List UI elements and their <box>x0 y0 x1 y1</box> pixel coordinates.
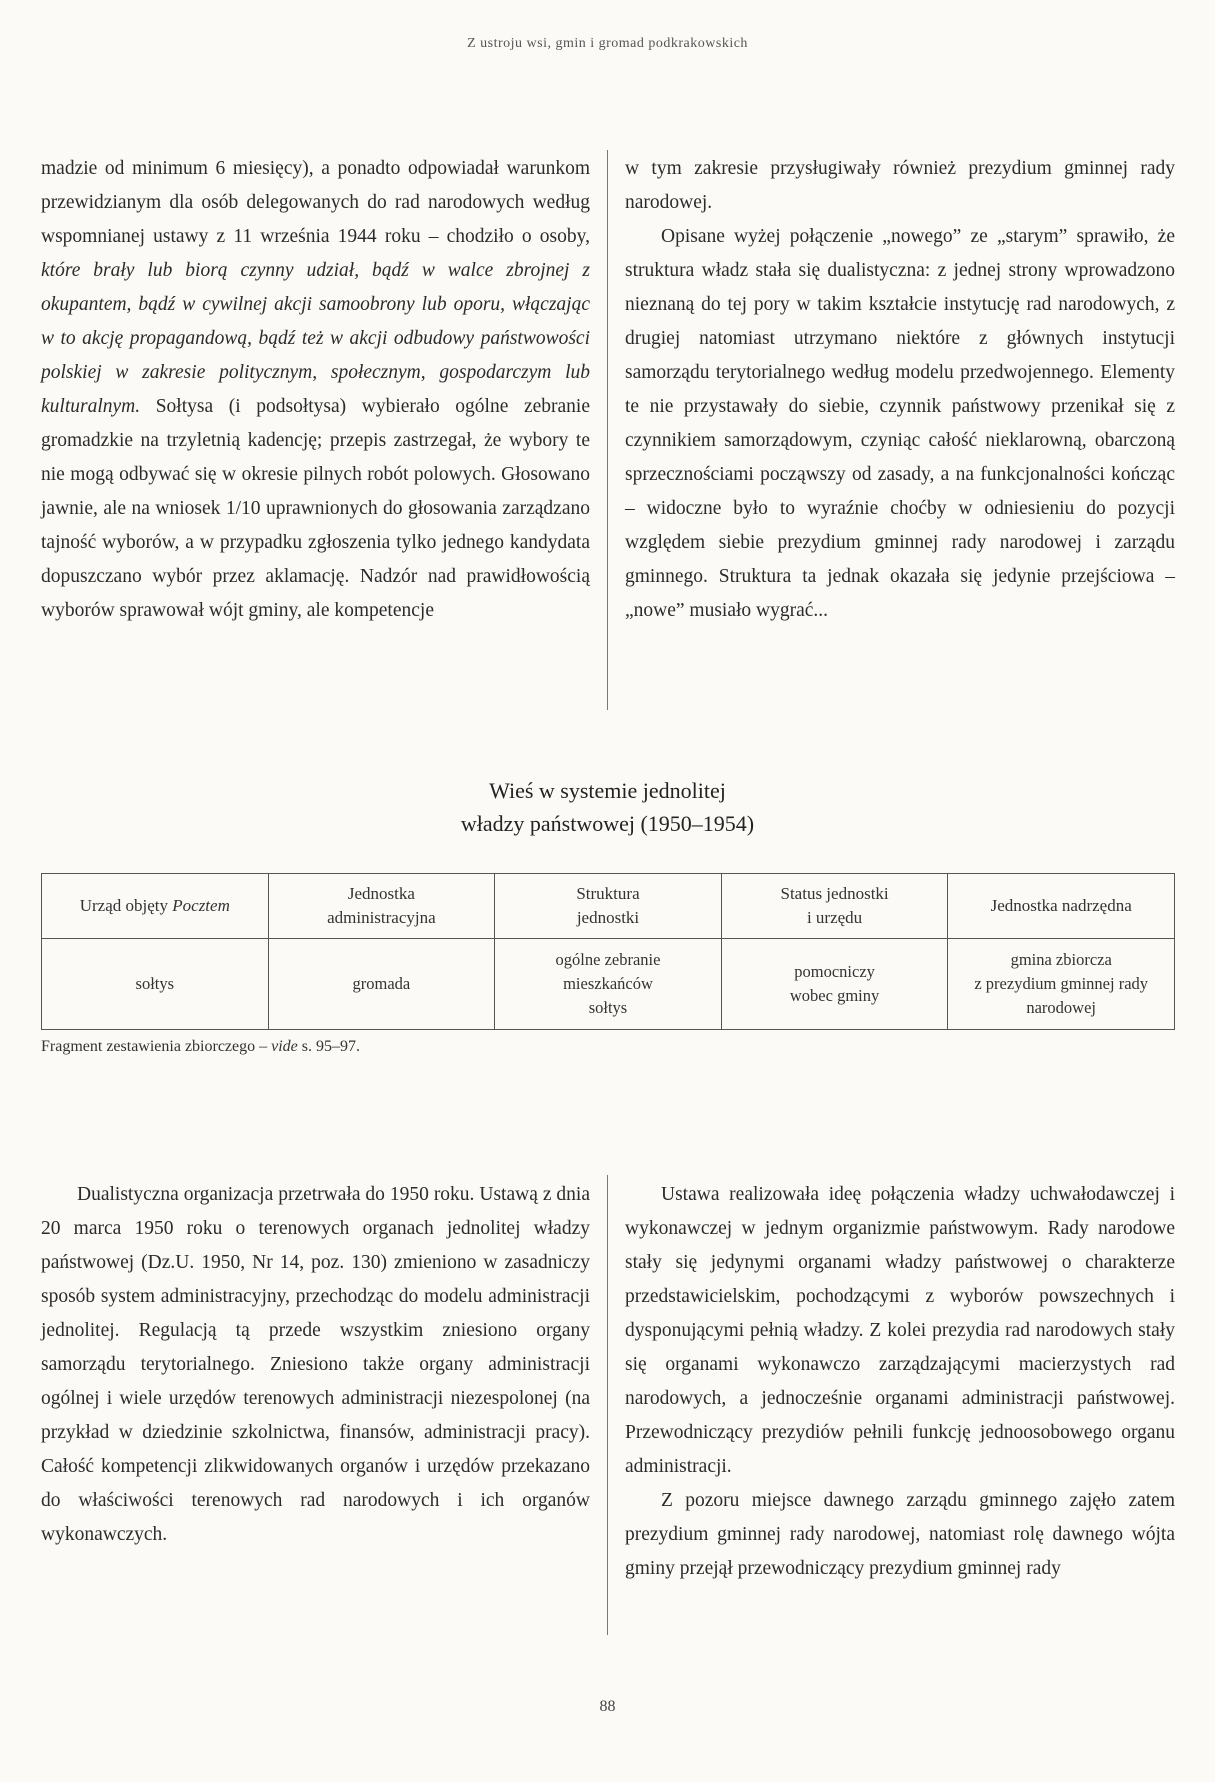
cell-text: gmina zbiorcza <box>1010 950 1112 969</box>
header-text: i urzędu <box>806 908 863 927</box>
header-text: Urząd objęty <box>79 896 173 915</box>
cell-text: ogólne zebranie <box>555 950 661 969</box>
column-header <box>495 874 722 939</box>
header-text: Jednostka <box>347 884 415 903</box>
text-column-top-right <box>625 152 1175 628</box>
column-header <box>268 874 495 939</box>
table-cell <box>495 939 722 1030</box>
summary-table <box>41 873 1175 1030</box>
table-header-row <box>42 874 1175 939</box>
caption-text-italic: vide <box>271 1038 298 1055</box>
table-cell: sołtys <box>42 939 269 1030</box>
running-header: Z ustroju wsi, gmin i gromad podkrakowskich <box>467 36 748 51</box>
page-number: 88 <box>599 1698 616 1715</box>
cell-text: mieszkańców <box>563 974 653 993</box>
table-title-line: władzy państwowej (1950–1954) <box>460 811 755 836</box>
table-row <box>42 939 1175 1030</box>
paragraph: Z pozoru miejsce dawnego zarządu gminnego zajęło zatem prezydium gminnej rady narodowej, natomiast rolę dawnego wójta gminy przejął przewodniczący prezydium gminnej rady <box>625 1490 1175 1579</box>
paragraph: Opisane wyżej połączenie „nowego” ze „starym” sprawiło, że struktura władz stała się dualistyczna: z jednej strony wprowadzono nieznaną do tej pory w takim kształcie instytucję rad narodowych, z drugiej natomiast utrzymano niektóre z głównych instytucji samorządu terytorialnego według modelu przedwojennego. Elementy te nie przystawały do siebie, czynnik państwowy przenikał się z czynnikiem samorządowym, czyniąc całość nieklarowną, obarczoną sprzecznościami począwszy od zasady, a na funkcjonalności kończąc – widoczne było to wyraźnie choćby w odniesieniu do pozycji względem siebie prezydium gminnej rady narodowej i zarządu gminnego. Struktura ta jednak okazała się jedynie przejściowa – „nowe” musiało wygrać... <box>625 226 1175 621</box>
paragraph: Ustawa realizowała ideę połączenia władzy uchwałodawczej i wykonawczej w jednym organizmie państwowym. Rady narodowe stały się jedynymi organami władzy państwowej o charakterze przedstawicielskim, pochodzącymi z wyborów powszechnych i dysponującymi pełnią władzy. Z kolei prezydia rad narodowych stały się organami wykonawczo zarządzającymi macierzystych rad narodowych, a jednocześnie organami administracji państwowej. Przewodniczący prezydiów pełnili funkcję jednoosobowego organu administracji. <box>625 1184 1175 1477</box>
paragraph: w tym zakresie przysługiwały również prezydium gminnej rady narodowej. <box>625 158 1175 213</box>
header-text: administracyjna <box>327 908 436 927</box>
table-title-line: Wieś w systemie jednolitej <box>489 778 726 803</box>
column-header <box>42 874 269 939</box>
column-header: Jednostka nadrzędna <box>948 874 1175 939</box>
text-run: Sołtysa (i podsołtysa) wybierało ogólne zebranie gromadzkie na trzyletnią kadencję; przepis zastrzegał, że wybory te nie mogą odbywać się w okresie pilnych robót polowych. Głosowano jawnie, ale na wniosek 1/10 uprawnionych do głosowania zarządzano tajność wyborów, a w przypadku zgłoszenia tylko jednego kandydata dopuszczano wybór przez aklamację. Nadzór nad prawidłowością wyborów sprawował wójt gminy, ale kompetencje <box>41 396 590 621</box>
column-divider <box>607 150 608 710</box>
header-text: jednostki <box>576 908 640 927</box>
paragraph <box>41 152 590 628</box>
text-column-bottom-left <box>41 1178 590 1552</box>
column-header <box>721 874 948 939</box>
cell-text: z prezydium gminnej rady <box>974 974 1149 993</box>
table-cell: gromada <box>268 939 495 1030</box>
header-text: Struktura <box>576 884 640 903</box>
column-divider <box>607 1175 608 1635</box>
caption-text: s. 95–97. <box>297 1038 361 1055</box>
cell-text: sołtys <box>588 998 628 1017</box>
table-cell <box>948 939 1175 1030</box>
quoted-law-text: które brały lub biorą czynny udział, bądź w walce zbrojnej z okupantem, bądź w cywilnej akcji samoobrony lub oporu, włączając w to akcję propagandową, bądź też w akcji odbudowy państwowości polskiej w zakresie politycznym, społecznym, gospodarczym lub kulturalnym. <box>41 260 590 417</box>
header-text: Status jednostki <box>780 884 889 903</box>
table-cell <box>721 939 948 1030</box>
text-run: madzie od minimum 6 miesięcy), a ponadto odpowiadał warunkom przewidzianym dla osób delegowanych do rad narodowych według wspomnianej ustawy z 11 września 1944 roku – chodziło o osoby, <box>41 158 590 247</box>
paragraph: Dualistyczna organizacja przetrwała do 1950 roku. Ustawą z dnia 20 marca 1950 roku o terenowych organach jednolitej władzy państwowej (Dz.U. 1950, Nr 14, poz. 130) zmieniono w zasadniczy sposób system administracyjny, przechodząc do modelu administracji jednolitej. Regulacją tą przede wszystkim zniesiono organy samorządu terytorialnego. Zniesiono także organy administracji ogólnej i wiele urzędów terenowych administracji niezespolonej (na przykład w dziedzinie szkolnictwa, finansów, administracji pracy). Całość kompetencji zlikwidowanych organów i urzędów przekazano do właściwości terenowych rad narodowych i ich organów wykonawczych. <box>41 1184 590 1545</box>
cell-text: narodowej <box>1026 998 1097 1017</box>
cell-text: wobec gminy <box>789 986 880 1005</box>
caption-text: Fragment zestawienia zbiorczego – <box>41 1038 272 1055</box>
table-title <box>300 774 915 840</box>
cell-text: pomocniczy <box>794 962 875 981</box>
table-caption <box>41 1038 360 1056</box>
text-column-bottom-right <box>625 1178 1175 1586</box>
header-text-italic: Pocztem <box>172 896 230 915</box>
text-column-top-left <box>41 152 590 628</box>
